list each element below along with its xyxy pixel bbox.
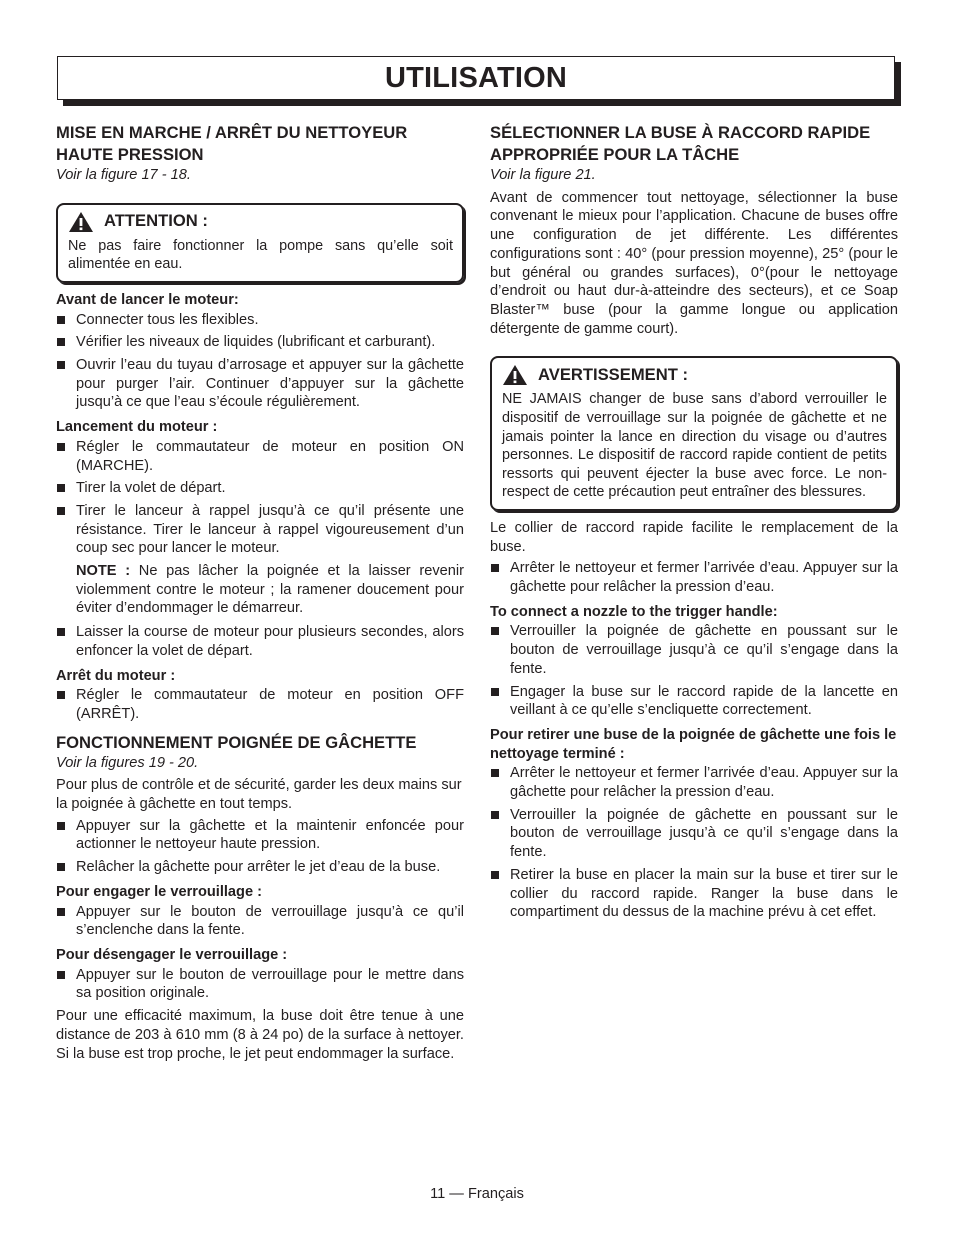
note-paragraph: NOTE : Ne pas lâcher la poignée et la laisser revenir violemment contre le moteur ; la ramener doucement pour éviter d’endommager le démarreur. [76,563,464,617]
trigger-list [56,817,464,877]
engager-list [56,903,464,940]
square-bullet-icon [57,908,65,916]
avant-list [56,311,464,413]
square-bullet-icon [57,361,65,369]
square-bullet-icon [491,811,499,819]
attention-title: ATTENTION : [104,211,208,231]
page-title-banner [57,56,895,100]
square-bullet-icon [57,507,65,515]
paragraph: Pour une efficacité maximum, la buse doit être tenue à une distance de 203 à 610 mm (8 à 24 po) de la surface à nettoyer. Si la buse est trop proche, le jet peut endommager la surface. [56,1008,464,1062]
attention-body: Ne pas faire fonctionner la pompe sans qu’elle soit alimentée en eau. [68,237,453,273]
left-column [56,122,464,1066]
list-item: Verrouiller la poignée de gâchette en poussant sur le bouton de verrouillage jusqu’à ce qu’il s’engage dans la fente. [490,806,898,862]
square-bullet-icon [491,627,499,635]
warning-triangle-icon [68,211,94,233]
square-bullet-icon [491,871,499,879]
warning-triangle-icon [502,364,528,386]
nozzle-list [490,559,898,596]
desengager-list [56,966,464,1003]
right-column [490,122,898,926]
section-title-nozzle: SÉLECTIONNER LA BUSE À RACCORD RAPIDE APPROPRIÉE POUR LA TÂCHE [490,123,871,164]
square-bullet-icon [491,564,499,572]
list-item: Ouvrir l’eau du tuyau d’arrosage et appuyer sur la gâchette pour purger l’air. Continuer d’appuyer sur la gâchette jusqu’à ce que l’eau s’écoule régulièrement. [56,356,464,412]
square-bullet-icon [57,316,65,324]
square-bullet-icon [491,688,499,696]
list-item: Arrêter le nettoyeur et fermer l’arrivée d’eau. Appuyer sur la gâchette pour relâcher la pression d’eau. [490,764,898,801]
square-bullet-icon [57,691,65,699]
paragraph: Le collier de raccord rapide facilite le remplacement de la buse. [490,519,898,555]
list-item: Arrêter le nettoyeur et fermer l’arrivée d’eau. Appuyer sur la gâchette pour relâcher la pression d’eau. [490,559,898,596]
figure-reference: Voir la figure 17 - 18. [56,167,191,183]
square-bullet-icon [491,769,499,777]
retirer-label: Pour retirer une buse de la poignée de gâchette une fois le nettoyage terminé : [490,726,897,762]
list-item: Vérifier les niveaux de liquides (lubrificant et carburant). [56,333,464,352]
list-item: Tirer la volet de départ. [56,479,464,498]
square-bullet-icon [57,443,65,451]
arret-label: Arrêt du moteur : [56,667,176,684]
lancement-list [56,438,464,558]
list-item: Laisser la course de moteur pour plusieurs secondes, alors enfoncer la volet de départ. [56,623,464,660]
square-bullet-icon [57,971,65,979]
engager-label: Pour engager le verrouillage : [56,883,262,900]
list-item: Engager la buse sur le raccord rapide de la lancette en veillant à ce qu’elle s’encliquette correctement. [490,683,898,720]
connect-label: To connect a nozzle to the trigger handle: [490,603,778,620]
avertissement-box [490,356,898,511]
lancement-label: Lancement du moteur : [56,419,218,436]
avant-label: Avant de lancer le moteur: [56,291,239,308]
list-item: Relâcher la gâchette pour arrêter le jet d’eau de la buse. [56,858,464,877]
page-title: UTILISATION [384,61,568,94]
lancement-list-cont [56,623,464,660]
retirer-list [490,764,898,922]
list-item: Verrouiller la poignée de gâchette en poussant sur le bouton de verrouillage jusqu’à ce qu’il s’engage dans la fente. [490,622,898,678]
list-item: Régler le commautateur de moteur en position ON (MARCHE). [56,438,464,475]
figure-reference: Voir la figures 19 - 20. [56,754,199,771]
square-bullet-icon [57,863,65,871]
desengager-label: Pour désengager le verrouillage : [56,946,288,963]
section-title-start-stop: MISE EN MARCHE / ARRÊT DU NETTOYEUR HAUTE PRESSION [56,123,408,164]
square-bullet-icon [57,338,65,346]
arret-list [56,686,464,723]
paragraph: Avant de commencer tout nettoyage, sélectionner la buse convenant le mieux pour l’application. Chacune de buses offre une configuration de jet différente. Les différentes configurations sont : 40° (pour pression moyenne), 25° (pour le but général ou grandes surfaces), 0°(pour le nettoyage d’endroit ou haut dur-à-atteindre des secteurs), et ce Soap Blaster™ buse (pour la gamme longue ou application détergente de gamme court). [490,189,898,337]
square-bullet-icon [57,822,65,830]
list-item: Appuyer sur le bouton de verrouillage pour le mettre dans sa position originale. [56,966,464,1003]
list-item: Tirer le lanceur à rappel jusqu’à ce qu’il présente une résistance. Tirer le lanceur à rappel vigoureusement d’un coup sec pour lancer le moteur. [56,502,464,558]
attention-box [56,203,464,283]
connect-list [490,622,898,720]
list-item: Appuyer sur le bouton de verrouillage jusqu’à ce qu’il s’enclenche dans la fente. [56,903,464,940]
list-item: Retirer la buse en placer la main sur la buse et tirer sur le collier du raccord rapide. Ranger la buse dans le compartiment du dessus de la machine prévu à cet effet. [490,866,898,922]
avertissement-body: NE JAMAIS changer de buse sans d’abord verrouiller le dispositif de verrouillage sur la poignée de gâchette et ne jamais pointer la lance en direction du visage ou d’autres personnes. Le dispositif de raccord rapide contient de petits ressorts qui peuvent éjecter la buse avec force. Le non-respect de cette précaution peut entraîner des blessures. [502,391,887,501]
paragraph: Pour plus de contrôle et de sécurité, garder les deux mains sur la poignée à gâchette en tout temps. [56,777,462,813]
list-item: Appuyer sur la gâchette et la maintenir enfoncée pour actionner le nettoyeur haute pression. [56,817,464,854]
page-footer: 11 — Français [430,1186,524,1202]
section-title-trigger: FONCTIONNEMENT POIGNÉE DE GÂCHETTE [56,732,417,752]
avertissement-title: AVERTISSEMENT : [538,364,688,384]
list-item: Connecter tous les flexibles. [56,311,464,330]
square-bullet-icon [57,628,65,636]
list-item: Régler le commautateur de moteur en position OFF (ARRÊT). [56,686,464,723]
figure-reference: Voir la figure 21. [490,167,596,183]
square-bullet-icon [57,484,65,492]
